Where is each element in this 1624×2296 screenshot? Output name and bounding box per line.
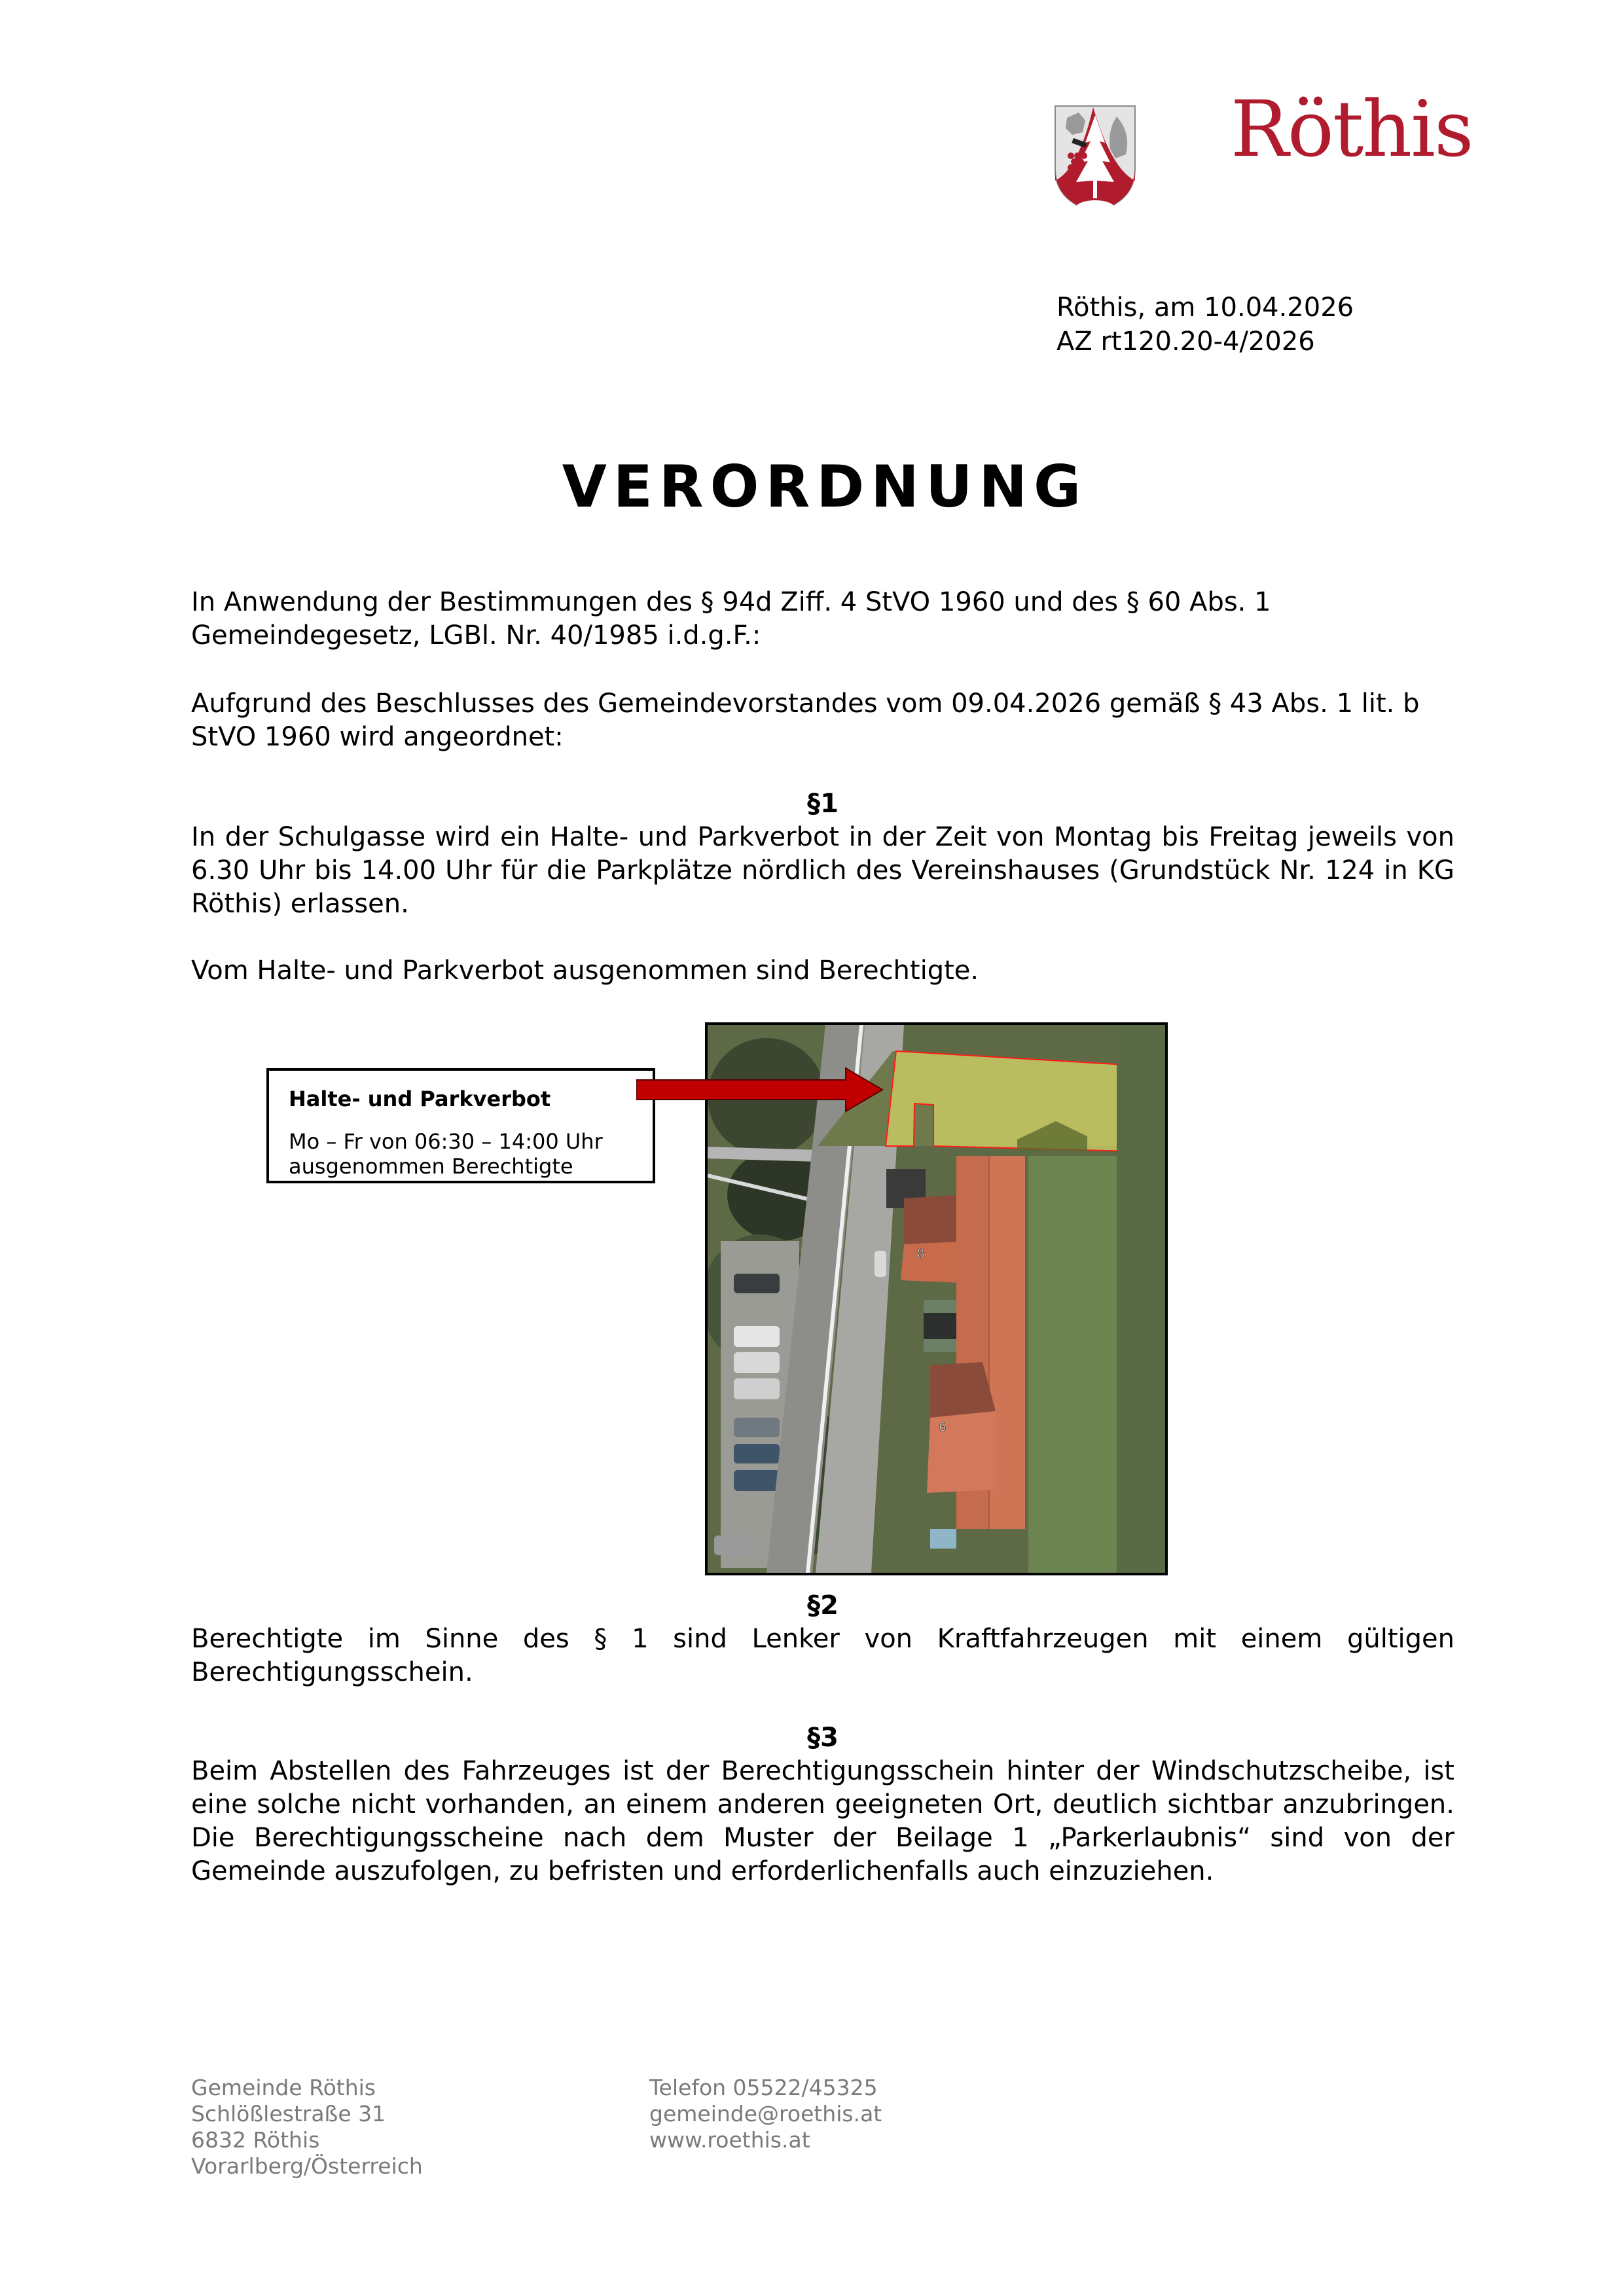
footer-contact	[649, 2075, 882, 2153]
footer-street: Schlößlestraße 31	[191, 2101, 386, 2126]
section-heading-2: §2	[807, 1590, 839, 1621]
callout-times: Mo – Fr von 06:30 – 14:00 Uhr	[289, 1129, 603, 1154]
reference-number: AZ rt120.20-4/2026	[1056, 327, 1315, 357]
section-1-exemption: Vom Halte- und Parkverbot ausgenommen sind Berechtigte.	[191, 956, 979, 986]
no-parking-callout	[266, 1068, 655, 1183]
footer-email-link[interactable]: gemeinde@roethis.at	[649, 2101, 882, 2126]
section-heading-3: §3	[807, 1723, 839, 1753]
section-3-paragraph: Beim Abstellen des Fahrzeuges ist der Berechtigungsschein hinter der Windschutzscheibe, ist eine solche nicht vorhanden, an einem anderen geeigneten Ort, deutlich sichtbar anzubringen. Die Berechtigungsscheine nach dem Muster der Beilage 1 „Parkerlaubnis“ sind von der Gemeinde auszufolgen, zu befristen und erforderlichenfalls auch einzuziehen.	[191, 1756, 1454, 1886]
footer-city: 6832 Röthis	[191, 2127, 320, 2153]
legal-basis-paragraph: In Anwendung der Bestimmungen des § 94d Ziff. 4 StVO 1960 und des § 60 Abs. 1 Gemeindegesetz, LGBl. Nr. 40/1985 i.d.g.F.:	[191, 587, 1271, 651]
callout-title: Halte- und Parkverbot	[289, 1086, 551, 1111]
resolution-paragraph: Aufgrund des Beschlusses des Gemeindevorstandes vom 09.04.2026 gemäß § 43 Abs. 1 lit. b StVO 1960 wird angeordnet:	[191, 689, 1420, 752]
callout-exception: ausgenommen Berechtigte	[289, 1154, 573, 1179]
house-number-8: 8	[917, 1247, 925, 1261]
municipality-logo-text: Röthis	[1231, 84, 1473, 174]
section-2-paragraph: Berechtigte im Sinne des § 1 sind Lenker von Kraftfahrzeugen mit einem gültigen Berechtigungsschein.	[191, 1624, 1454, 1687]
document-title: VERORDNUNG	[562, 453, 1088, 520]
pointer-arrow-icon	[636, 1067, 884, 1113]
house-number-6: 6	[939, 1420, 947, 1434]
footer-org: Gemeinde Röthis	[191, 2075, 376, 2100]
footer-website-link[interactable]: www.roethis.at	[649, 2127, 810, 2153]
footer-phone: Telefon 05522/45325	[649, 2075, 878, 2100]
footer-address	[191, 2075, 423, 2179]
section-heading-1: §1	[807, 789, 839, 819]
section-1-paragraph: In der Schulgasse wird ein Halte- und Parkverbot in der Zeit von Montag bis Freitag jeweils von 6.30 Uhr bis 14.00 Uhr für die Parkplätze nördlich des Vereinshauses (Grundstück Nr. 124 in KG Röthis) erlassen.	[191, 822, 1454, 919]
footer-region: Vorarlberg/Österreich	[191, 2153, 423, 2179]
document-date: Röthis, am 10.04.2026	[1056, 293, 1354, 323]
coat-of-arms-icon	[1053, 103, 1138, 215]
